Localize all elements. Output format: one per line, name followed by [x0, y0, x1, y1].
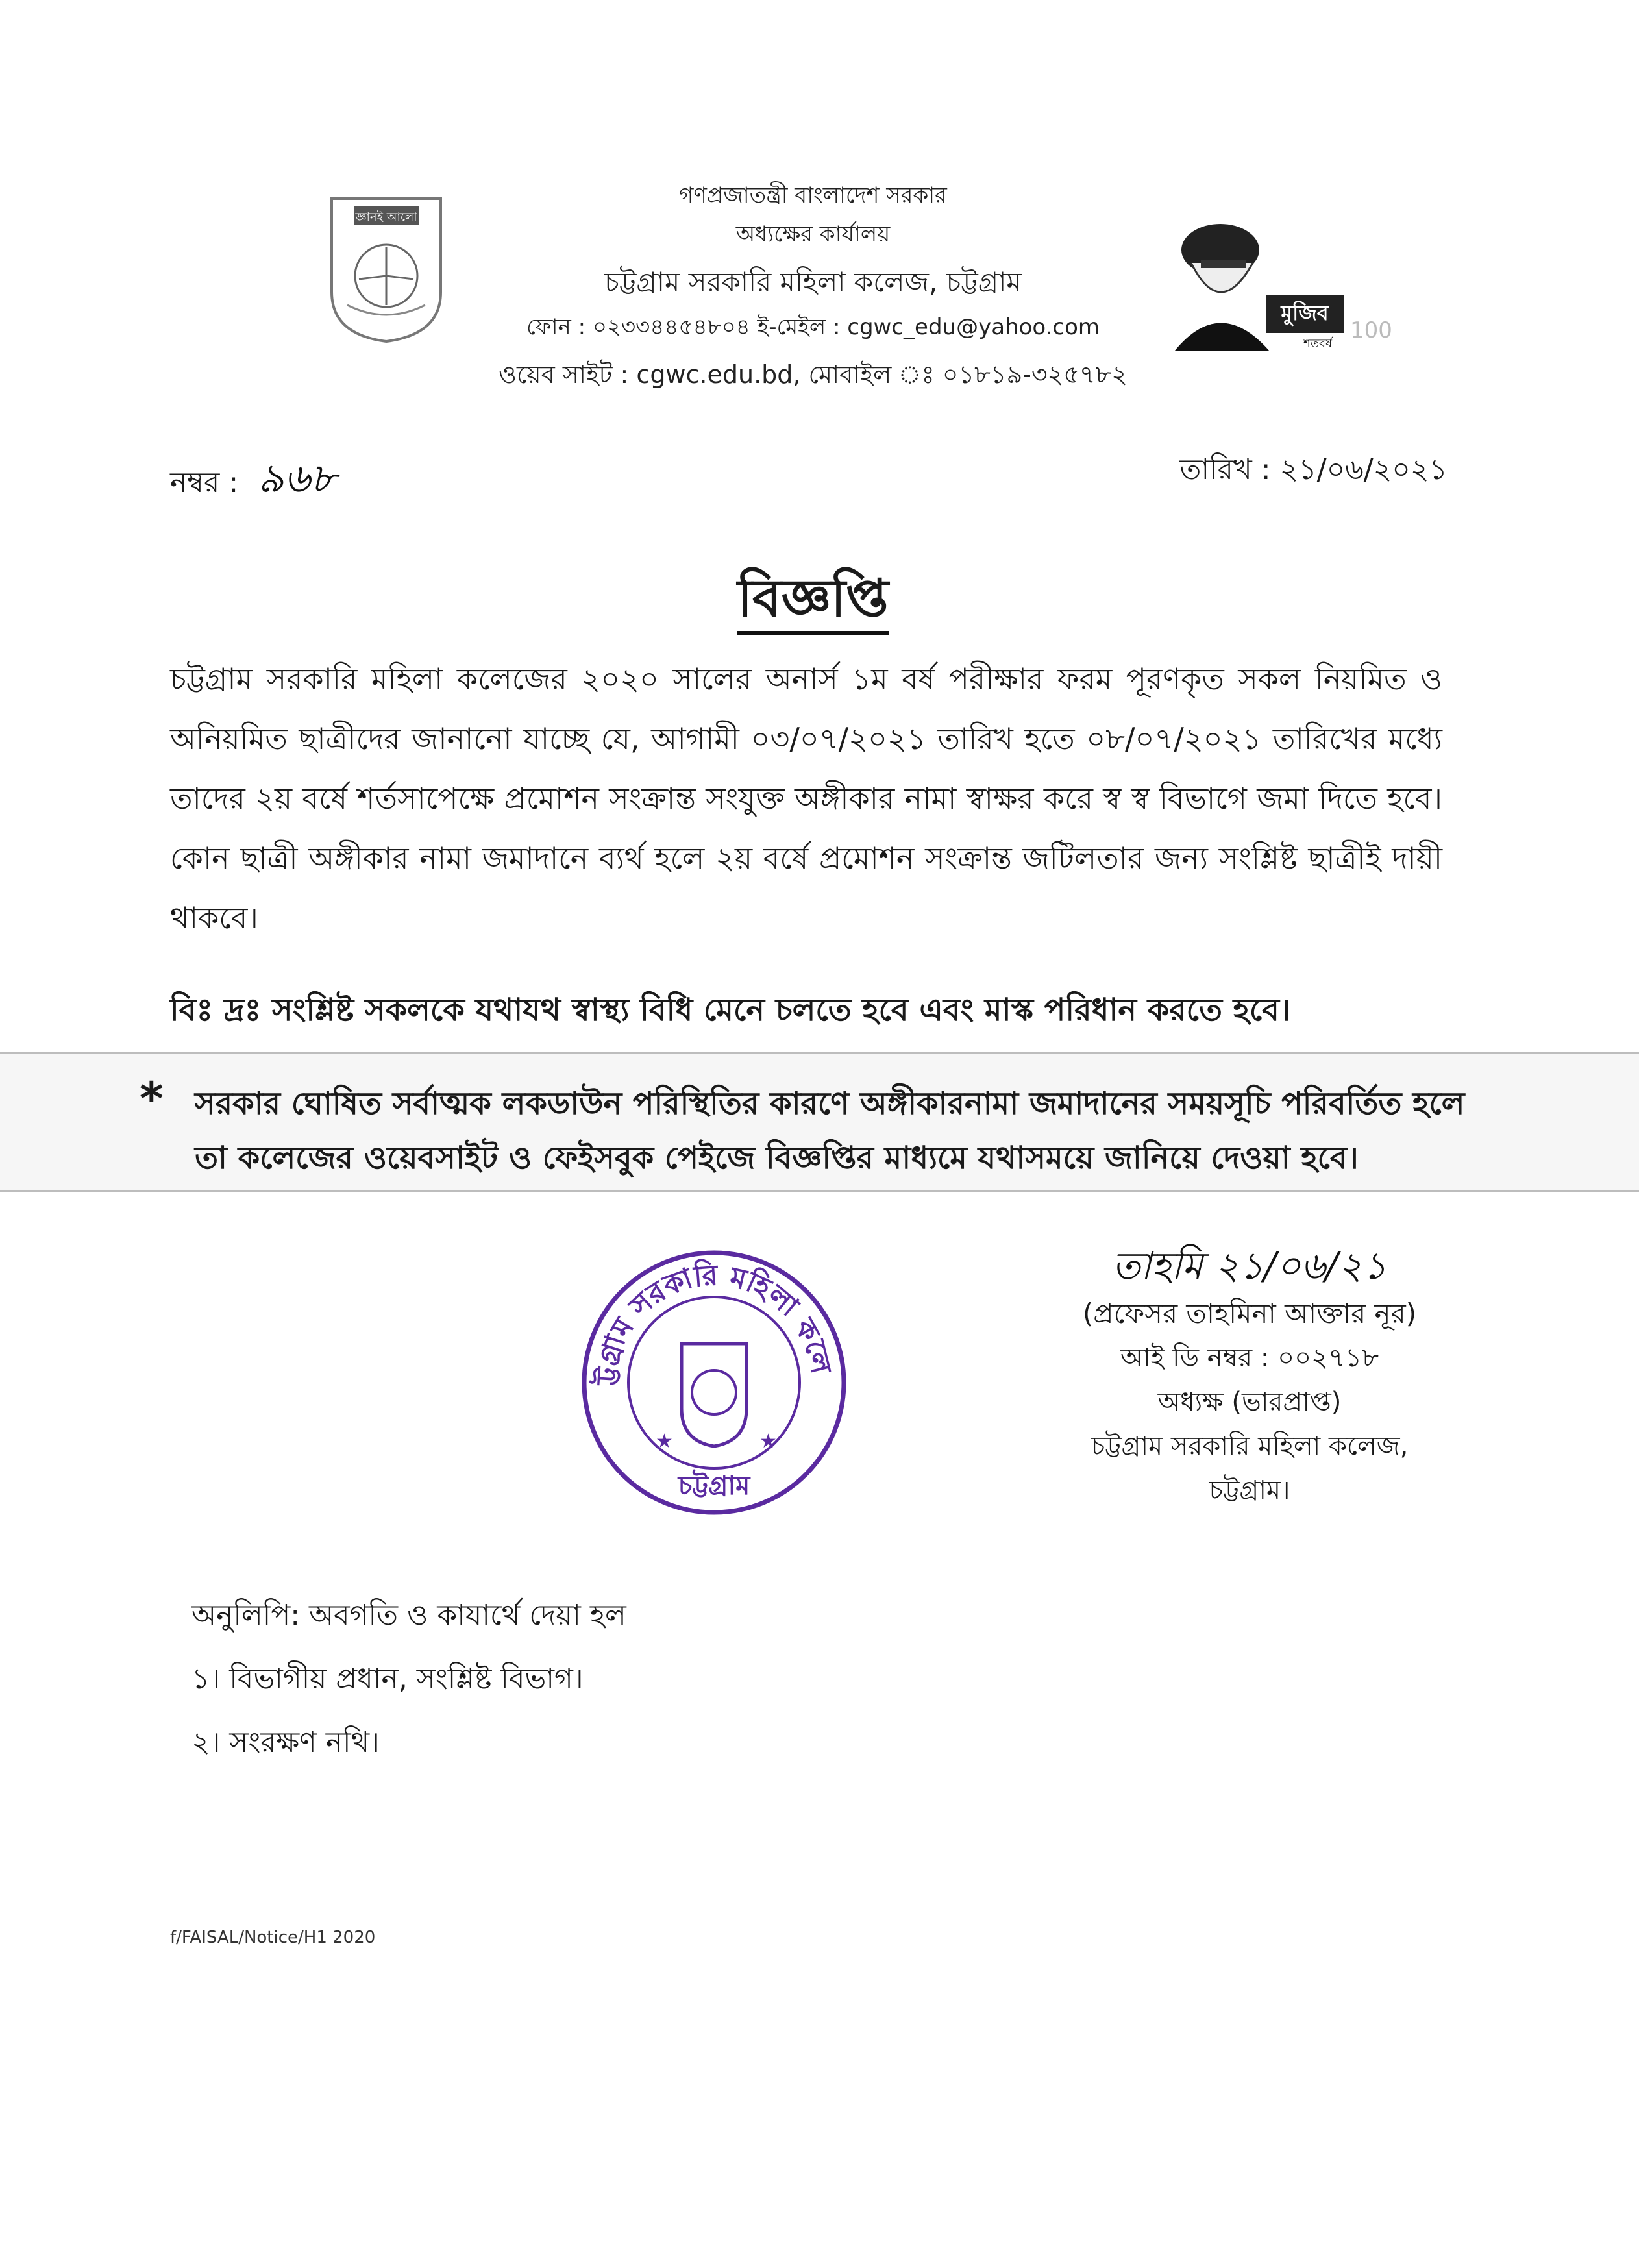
mujib-centenary-logo [1155, 204, 1392, 354]
memo-number-value: ৯৬৮ [258, 454, 336, 502]
handwritten-signature: তাহমি ২১/০৬/২১ [1112, 1244, 1387, 1288]
svg-text:100: 100 [1350, 317, 1392, 343]
memo-number-label: নম্বর : [170, 466, 239, 499]
copy-to-item: ১। বিভাগীয় প্রধান, সংশ্লিষ্ট বিভাগ। [191, 1662, 584, 1695]
mujib-label: মুজিব [1281, 301, 1329, 325]
notice-body: চট্টগ্রাম সরকারি মহিলা কলেজের ২০২০ সালের অনার্স ১ম বর্ষ পরীক্ষার ফরম পূরণকৃত সকল নিয়মিত ও অনিয়মিত ছাত্রীদের জানানো যাচ্ছে যে, আগামী ০৩/০৭/২০২১ তারিখ হতে ০৮/০৭/২০২১ তারিখের মধ্যে তাদের ২য় বর্ষে শর্তসাপেক্ষে প্রমোশন সংক্রান্ত সংযুক্ত অঙ্গীকার নামা স্বাক্ষর করে স্ব স্ব বিভাগে জমা দিতে হবে। কোন ছাত্রী অঙ্গীকার নামা জমাদানে ব্যর্থ হলে ২য় বর্ষে প্রমোশন সংক্রান্ত জটিলতার জন্য সংশ্লিষ্ট ছাত্রীই দায়ী থাকবে। [170, 661, 1442, 935]
copy-to-heading: অনুলিপি: অবগতি ও কাযার্থে দেয়া হল [191, 1599, 626, 1632]
svg-text:★: ★ [759, 1430, 777, 1453]
copy-to-item: ২। সংরক্ষণ নথি। [191, 1726, 380, 1759]
copy-to-section [191, 1584, 626, 1775]
signatory-institution: চট্টগ্রাম সরকারি মহিলা কলেজ, [1091, 1431, 1409, 1461]
health-note: বিঃ দ্রঃ সংশ্লিষ্ট সকলকে যথাযথ স্বাস্থ্য বিধি মেনে চলতে হবে এবং মাস্ক পরিধান করতে হবে। [170, 992, 1291, 1028]
lockdown-notice-text: সরকার ঘোষিত সর্বাত্মক লকডাউন পরিস্থিতির কারণে অঙ্গীকারনামা জমাদানের সময়সূচি পরিবর্তিত হলে তা কলেজের ওয়েবসাইট ও ফেইসবুক পেইজে বিজ্ঞপ্তির মাধ্যমে যথাসময়ে জানিয়ে দেওয়া হবে। [195, 1085, 1465, 1176]
memo-number [170, 448, 336, 515]
signatory-city: চট্টগ্রাম। [1209, 1475, 1290, 1505]
college-seal [578, 1246, 850, 1519]
mujib-sub: শতবর্ষ [1303, 337, 1333, 351]
logo-motto: জ্ঞানই আলো [355, 210, 417, 224]
college-name: চট্টগ্রাম সরকারি মহিলা কলেজ, চট্টগ্রাম [604, 266, 1022, 298]
office-title: অধ্যক্ষের কার্যালয় [735, 221, 891, 247]
notice-title: বিজ্ঞপ্তি [0, 558, 1626, 645]
signatory-designation: অধ্যক্ষ (ভারপ্রাপ্ত) [1157, 1387, 1342, 1417]
contact-web-mobile: ওয়েব সাইট : cgwc.edu.bd, মোবাইল ঃ ০১৮১৯-৩২৫৭৮২ [499, 360, 1128, 389]
seal-ring-text: ট্টগ্রাম সরকারি মহিলা কলে [590, 1259, 838, 1387]
govt-title: গণপ্রজাতন্ত্রী বাংলাদেশ সরকার [679, 182, 947, 208]
contact-phone-email: ফোন : ০২৩৩৪৪৫৪৮০৪ ই-মেইল : cgwc_edu@yahoo.com [526, 314, 1100, 340]
asterisk-icon: * [140, 1072, 164, 1126]
signatory-name: (প্রফেসর তাহমিনা আক্তার নূর) [1082, 1298, 1417, 1329]
signatory-id: আই ডি নম্বর : ০০২৭১৮ [1120, 1343, 1379, 1373]
svg-text:★: ★ [656, 1430, 673, 1453]
seal-bottom-text: চট্টগ্রাম [678, 1471, 750, 1501]
file-reference: f/FAISAL/Notice/H1 2020 [170, 1928, 376, 1947]
signature-block [1055, 1240, 1444, 1512]
memo-date: তারিখ : ২১/০৬/২০২১ [1179, 453, 1448, 486]
